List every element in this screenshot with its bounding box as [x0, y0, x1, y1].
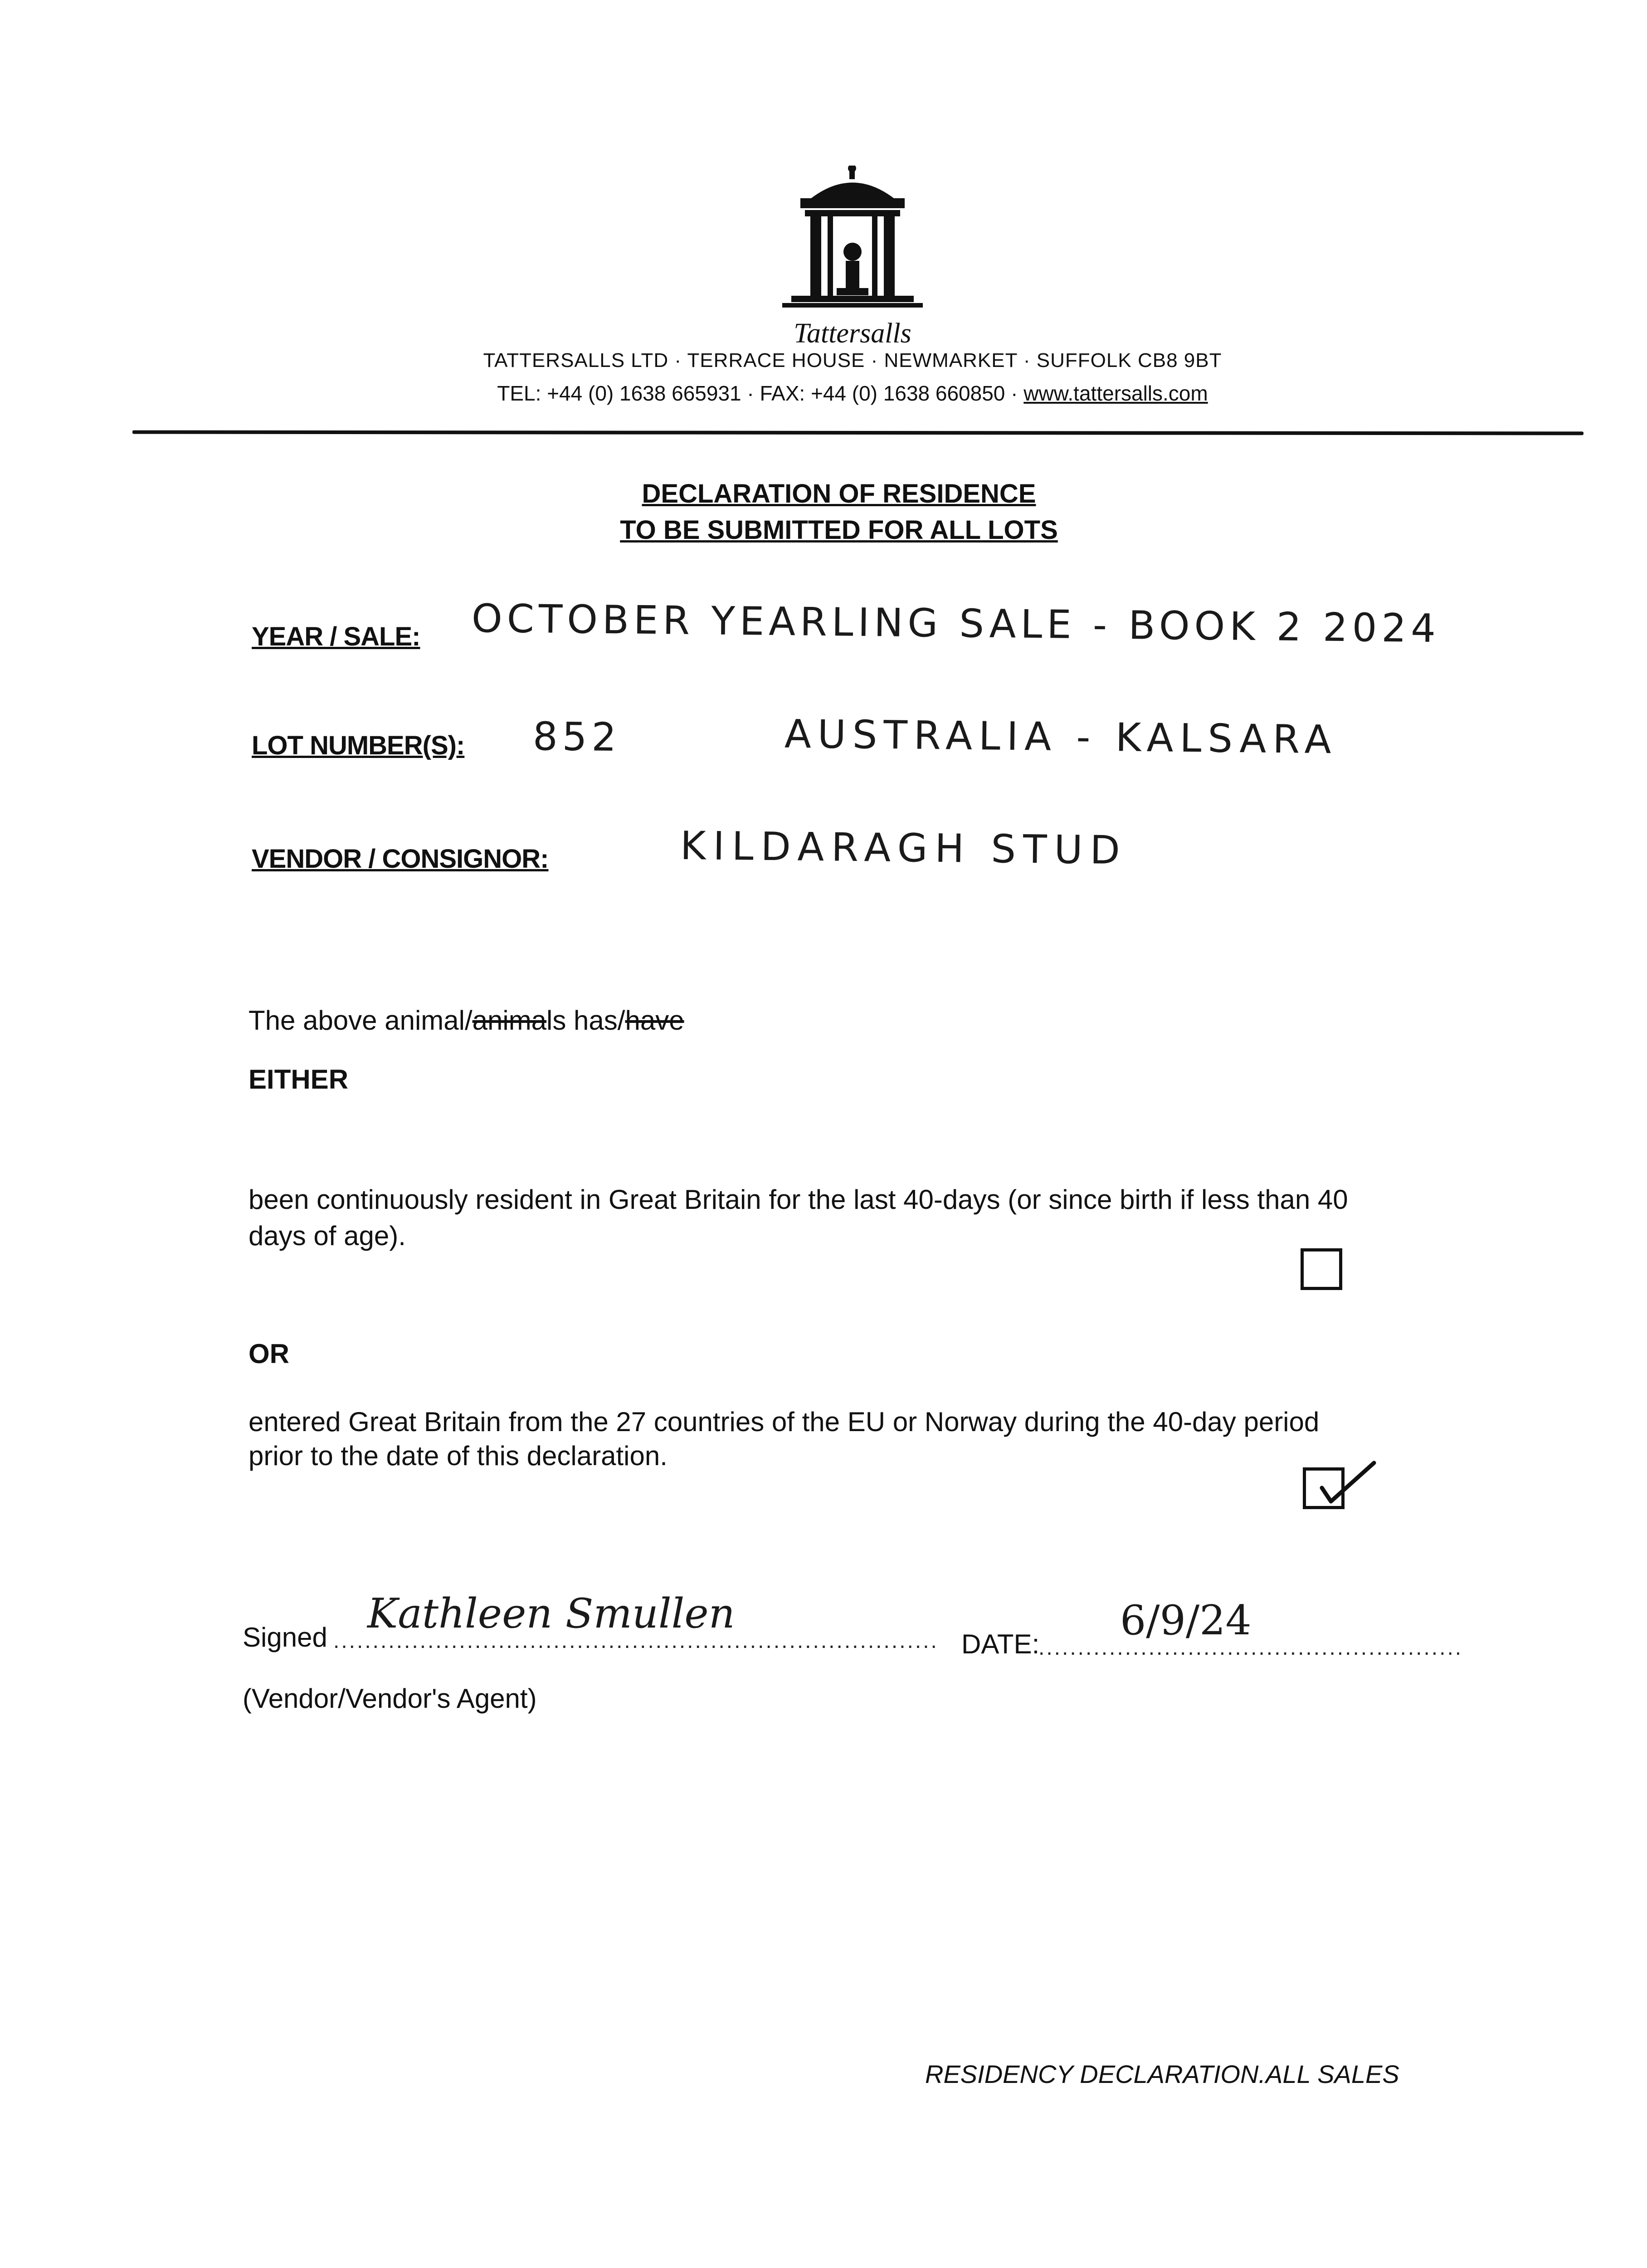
date-label: DATE: [961, 1629, 1040, 1659]
tattersalls-logo-icon [782, 166, 923, 315]
company-contact [317, 381, 1388, 406]
signed-label: Signed [243, 1622, 327, 1652]
option1-checkbox[interactable] [1301, 1248, 1342, 1290]
year-sale-value[interactable]: OCTOBER YEARLING SALE - BOOK 2 2024 [471, 596, 1441, 652]
website-link[interactable]: www.tattersalls.com [1023, 381, 1208, 405]
option2-text-line1: entered Great Britain from the 27 countries of the EU or Norway during the 40-day period [249, 1407, 1320, 1437]
lot-number-label: LOT NUMBER(S): [252, 731, 465, 760]
vendor-consignor-value[interactable]: KILDARAGH STUD [680, 823, 1128, 874]
header-divider [132, 430, 1584, 435]
option1-text-line2: days of age). [249, 1221, 406, 1251]
form-title: DECLARATION OF RESIDENCE [642, 479, 1036, 508]
company-address: TATTERSALLS LTD · TERRACE HOUSE · NEWMARKET · SUFFOLK CB8 9BT [483, 349, 1222, 371]
signature-line: ............................................................................. [333, 1629, 939, 1653]
signature-value[interactable]: Kathleen Smullen [367, 1590, 735, 1637]
signatory-role: (Vendor/Vendor's Agent) [243, 1683, 537, 1714]
lot-number-value[interactable]: 852 [532, 714, 621, 761]
or-label: OR [249, 1339, 289, 1369]
date-line: ...................................................... [1038, 1636, 1463, 1660]
option1-text-line1: been continuously resident in Great Britain for the last 40-days (or since birth if less than 40 [249, 1184, 1348, 1215]
intro-text-a: The above animal/ [249, 1005, 473, 1036]
either-label: EITHER [249, 1064, 349, 1095]
intro-struck-text-2: have [625, 1005, 684, 1036]
year-sale-label: YEAR / SALE: [252, 622, 420, 651]
contact-numbers: TEL: +44 (0) 1638 665931 · FAX: +44 (0) 1638 660850 · [497, 381, 1024, 405]
option2-text-line2: prior to the date of this declaration. [249, 1441, 668, 1471]
vendor-consignor-label: VENDOR / CONSIGNOR: [252, 844, 549, 874]
intro-struck-text-1: anima [472, 1005, 547, 1036]
date-value[interactable]: 6/9/24 [1120, 1597, 1252, 1644]
lot-horse-value[interactable]: AUSTRALIA - KALSARA [784, 711, 1338, 763]
checkmark-icon [1306, 1456, 1379, 1510]
declaration-intro [249, 1005, 684, 1036]
footer-reference: RESIDENCY DECLARATION.ALL SALES [925, 2060, 1399, 2088]
intro-text-b: ls has/ [546, 1005, 625, 1036]
form-subtitle: TO BE SUBMITTED FOR ALL LOTS [620, 515, 1058, 545]
brand-name: Tattersalls [794, 318, 911, 349]
